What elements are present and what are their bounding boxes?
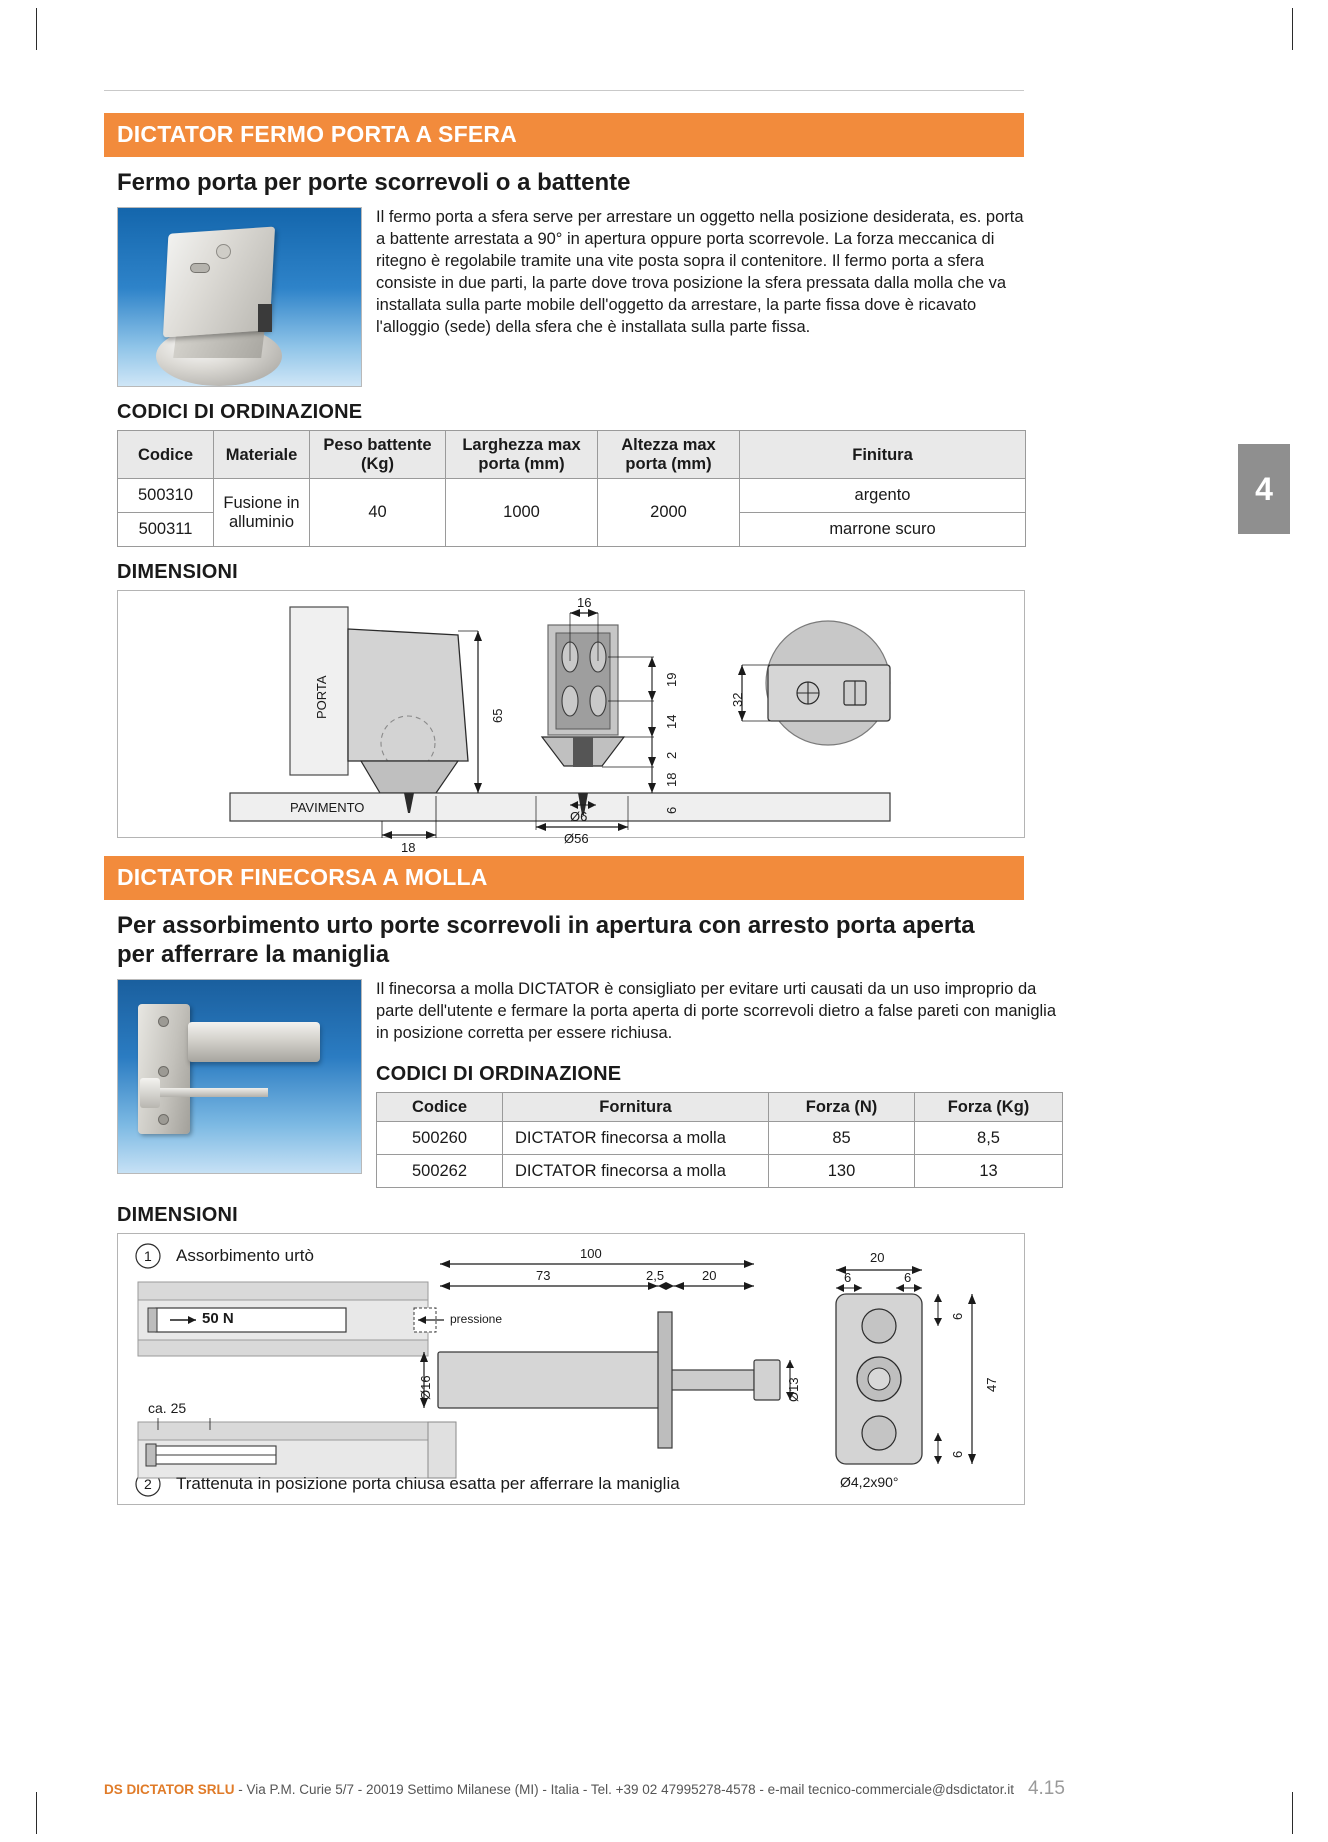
th-peso-line2: (Kg)	[361, 454, 394, 473]
drawing1-dim-18b: 18	[664, 772, 679, 788]
materiale-line1: Fusione in	[223, 493, 300, 512]
cell-finitura-2: marrone scuro	[740, 513, 1026, 547]
drawing2-svg	[118, 1234, 1026, 1506]
drawing2-force-label: 50 N	[202, 1310, 234, 1328]
drawing2-marker-2: 2	[144, 1476, 152, 1493]
section1-dimension-drawing	[117, 590, 1025, 856]
drawing2-caption-2: Trattenuta in posizione porta chiusa esatta per afferrare la maniglia	[176, 1474, 680, 1494]
materiale-line2: alluminio	[228, 512, 295, 531]
drawing1-dim-18: 18	[401, 840, 416, 856]
drawing2-dim-6a: 6	[844, 1270, 852, 1286]
th-larghezza-max	[446, 431, 598, 479]
stopper-tab-shape	[258, 304, 272, 332]
section1-description: Il fermo porta a sfera serve per arrestare un oggetto nella posizione desiderata, es. porta a battente arrestata a 90° in apertura oppure porta scorrevole. La forza meccanica di ritegno è regolabile tramite una vite posta sopra il contenitore. Il fermo porta a sfera consiste in due parti, la parte dove trova posizione la sfera pressata dalla molla che va installata sulla parte mobile dell'oggetto da arrestare, la parte fissa dove è ricavato l'alloggio (sede) della sfera che è installata sulla parte fissa.	[376, 208, 1024, 336]
crop-mark-top-left	[36, 8, 37, 50]
footer-page-number: 4.15	[1027, 1778, 1065, 1799]
drawing1-svg	[118, 591, 1026, 839]
section1-description-block	[376, 207, 1025, 387]
th-codice: Codice	[377, 1092, 503, 1121]
spring-hole-bottom-icon	[158, 1114, 169, 1125]
table-row	[377, 1155, 1063, 1188]
drawing2-dim-d42: Ø4,2x90°	[840, 1474, 899, 1491]
section1-intro	[117, 207, 1025, 387]
drawing1-dim-14: 14	[664, 714, 679, 730]
th-codice: Codice	[118, 431, 214, 479]
th-larghezza-line1: Larghezza max	[462, 436, 581, 455]
drawing1-dim-19: 19	[664, 672, 679, 688]
drawing1-dim-d6: Ø6	[570, 809, 588, 825]
section1-dimensions-label: DIMENSIONI	[117, 561, 238, 584]
section2-intro	[117, 979, 1057, 1188]
cell-altezza-merged: 2000	[598, 479, 740, 547]
crop-mark-top-right	[1292, 8, 1293, 50]
cell-fornitura-1: DICTATOR finecorsa a molla	[503, 1122, 769, 1155]
drawing2-dim-d13: Ø13	[786, 1377, 801, 1403]
drawing2-dim-6b: 6	[904, 1270, 912, 1286]
drawing2-dim-73: 73	[536, 1268, 551, 1284]
cell-forza-n-1: 85	[769, 1122, 915, 1155]
th-altezza-line2: porta (mm)	[625, 454, 712, 473]
drawing2-dim-d16: Ø16	[418, 1375, 433, 1401]
drawing1-dim-65: 65	[490, 708, 505, 724]
th-forza-n: Forza (N)	[769, 1092, 915, 1121]
drawing2-dim-100: 100	[580, 1246, 602, 1262]
spring-rod-shape	[158, 1088, 268, 1097]
th-altezza-line1: Altezza max	[621, 436, 716, 455]
section2-codes-label: CODICI DI ORDINAZIONE	[376, 1062, 622, 1085]
drawing2-pressione-label: pressione	[450, 1312, 503, 1327]
footer-brand: DS DICTATOR SRLU	[104, 1782, 235, 1797]
table-row	[118, 479, 1026, 513]
drawing2-marker-1: 1	[144, 1248, 152, 1265]
section1-banner: DICTATOR FERMO PORTA A SFERA	[104, 113, 1024, 157]
section2-text-column	[376, 979, 1063, 1188]
cell-forza-n-2: 130	[769, 1155, 915, 1188]
drawing1-dim-d56: Ø56	[564, 831, 589, 847]
drawing2-dim-6d: 6	[950, 1450, 965, 1459]
section1-product-photo	[117, 207, 362, 387]
th-fornitura: Fornitura	[503, 1092, 769, 1121]
cell-codice-2: 500311	[118, 513, 214, 547]
crop-mark-bottom-right	[1292, 1792, 1293, 1834]
drawing2-dim-47: 47	[984, 1377, 999, 1393]
th-larghezza-line2: porta (mm)	[478, 454, 565, 473]
drawing2-ca25-label: ca. 25	[148, 1400, 187, 1417]
section2-subtitle-line2: per afferrare la maniglia	[117, 940, 390, 968]
section2-dimension-drawing	[117, 1233, 1025, 1505]
section2-subtitle-line1: Per assorbimento urto porte scorrevoli in apertura con arresto porta aperta	[117, 912, 975, 940]
cell-codice-1: 500260	[377, 1122, 503, 1155]
drawing2-dim-20b: 20	[870, 1250, 885, 1266]
page-footer	[104, 1778, 1224, 1800]
cell-codice-1: 500310	[118, 479, 214, 513]
table-header-row	[118, 431, 1026, 479]
page-section-tab: 4	[1238, 444, 1290, 534]
drawing1-dim-16: 16	[577, 595, 592, 611]
drawing1-dim-32: 32	[730, 692, 745, 708]
section1-codes-table	[117, 430, 1026, 547]
spring-tube-shape	[188, 1022, 320, 1062]
th-peso-line1: Peso battente	[323, 436, 432, 455]
cell-peso-merged: 40	[310, 479, 446, 547]
section2-product-photo	[117, 979, 362, 1174]
section2-codes-table	[376, 1092, 1063, 1188]
th-finitura: Finitura	[740, 431, 1026, 479]
spring-hole-mid-icon	[158, 1066, 169, 1077]
section2-banner: DICTATOR FINECORSA A MOLLA	[104, 856, 1024, 900]
drawing2-dim-6c: 6	[950, 1312, 965, 1321]
section2-photo-column	[117, 979, 362, 1188]
section1-subtitle: Fermo porta per porte scorrevoli o a battente	[117, 169, 631, 196]
th-forza-kg: Forza (Kg)	[915, 1092, 1063, 1121]
spring-cap-shape	[140, 1078, 160, 1108]
th-peso-battente	[310, 431, 446, 479]
section2-description: Il finecorsa a molla DICTATOR è consigliato per evitare urti causati da un uso improprio da parte dell'utente e fermare la porta aperta di porte scorrevoli dietro a false pareti con maniglia in posizione corretta per essere richiusa.	[376, 979, 1057, 1042]
drawing1-dim-6: 6	[664, 807, 679, 815]
drawing2-dim-25: 2,5	[646, 1268, 665, 1284]
table-row	[377, 1122, 1063, 1155]
th-materiale: Materiale	[214, 431, 310, 479]
cell-materiale-merged	[214, 479, 310, 547]
top-divider-rule	[104, 90, 1024, 91]
cell-forza-kg-1: 8,5	[915, 1122, 1063, 1155]
cell-fornitura-2: DICTATOR finecorsa a molla	[503, 1155, 769, 1188]
cell-codice-2: 500262	[377, 1155, 503, 1188]
drawing2-dim-20: 20	[702, 1268, 717, 1284]
spring-hole-top-icon	[158, 1016, 169, 1027]
stopper-slot-icon	[190, 263, 210, 273]
cell-finitura-1: argento	[740, 479, 1026, 513]
th-altezza-max	[598, 431, 740, 479]
section2-dimensions-label: DIMENSIONI	[117, 1204, 238, 1227]
table-header-row	[377, 1092, 1063, 1121]
cell-forza-kg-2: 13	[915, 1155, 1063, 1188]
drawing1-label-porta: PORTA	[314, 675, 329, 720]
crop-mark-bottom-left	[36, 1792, 37, 1834]
cell-larghezza-merged: 1000	[446, 479, 598, 547]
footer-address: - Via P.M. Curie 5/7 - 20019 Settimo Milanese (MI) - Italia - Tel. +39 02 47995278-4578 - e-mail tecnico-commerciale@dsdictator.it	[234, 1782, 1014, 1797]
section2-subtitle	[117, 912, 1027, 969]
page-content	[104, 90, 1224, 1505]
section1-codes-label: CODICI DI ORDINAZIONE	[117, 401, 363, 424]
drawing1-label-pavimento: PAVIMENTO	[290, 800, 365, 816]
drawing1-dim-2: 2	[664, 752, 679, 760]
drawing2-caption-1: Assorbimento urtò	[176, 1246, 314, 1266]
